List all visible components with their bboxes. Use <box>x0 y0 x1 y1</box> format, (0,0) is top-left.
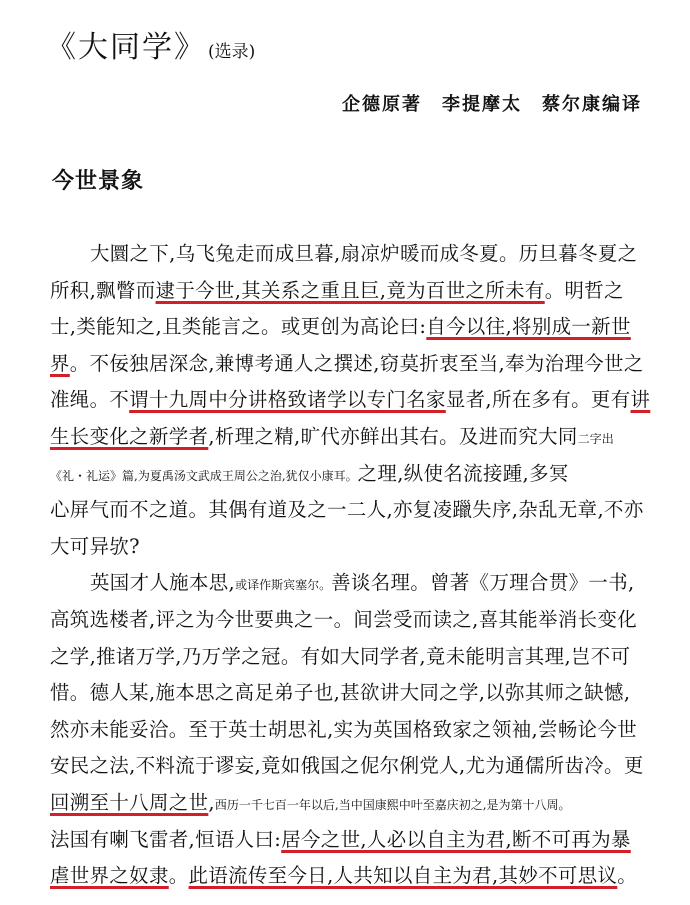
text-run: 大可异欤? <box>50 534 140 558</box>
text-line <box>50 348 644 376</box>
inline-annotation: 或译作斯宾塞尔。 <box>235 578 332 593</box>
text-line <box>50 275 624 303</box>
text-run: 。不佞独居深念,兼博考通人之撰述,窃莫折衷至当,奉为治理今世之 <box>69 351 644 375</box>
text-run: 大圜之下,乌飞兔走而成旦暮,扇凉炉暖而成冬夏。历旦暮冬夏之 <box>90 242 638 265</box>
text-run: 惜。德人某,施本思之高足弟子也,甚欲讲大同之学,以弥其师之缺憾, <box>50 681 631 705</box>
text-line <box>50 421 614 449</box>
underlined-passage: 讲 <box>630 388 651 412</box>
text-line <box>90 567 635 595</box>
text-run: 善谈名理。曾著《万理合贯》一书, <box>331 571 635 595</box>
inline-annotation: 《礼・礼运》篇,为夏禹汤文武成王周公之治,犹仅小康耳。 <box>50 468 358 483</box>
underlined-passage: 界 <box>50 351 70 375</box>
text-line <box>50 604 637 632</box>
text-line <box>50 824 631 852</box>
text-run: 。明哲之 <box>544 278 624 302</box>
underlined-passage: 逮于今世,其关系之重且巨,竟为百世之所未有 <box>155 278 545 302</box>
text-line <box>50 677 630 705</box>
text-line <box>50 787 571 815</box>
text-run: 然亦未能妥洽。至于英士胡思礼,实为英国格致家之领袖,尝畅论今世 <box>50 717 638 741</box>
underlined-passage: 虐世界之奴隶 <box>50 864 169 888</box>
underlined-passage: 回溯至十八周之世 <box>50 791 209 814</box>
text-run: 心屏气而不之道。其偶有道及之一二人,亦复凌躐失序,杂乱无章,不亦 <box>50 498 644 522</box>
text-line <box>90 238 637 266</box>
underlined-passage: 谓十九周中分讲格致诸学以专门名家 <box>129 388 446 412</box>
title-annotation: (选录) <box>208 42 256 62</box>
text-run: 准绳。不 <box>50 388 130 412</box>
text-line <box>50 860 637 888</box>
title-text: 《大同学》 <box>46 30 206 65</box>
text-line <box>50 458 569 486</box>
text-run: 之理,纵使名流接踵,多冥 <box>357 461 569 485</box>
text-run: 英国才人施本思, <box>90 571 236 595</box>
text-run: 之学,推诸万学,乃万学之冠。有如大同学者,竟未能明言其理,岂不可 <box>50 644 631 668</box>
text-run: 安民之法,不料流于谬妄,竟如俄国之伲尔俐党人,尤为通儒所齿冷。更 <box>50 754 644 778</box>
section-heading: 今世景象 <box>52 168 145 194</box>
underlined-passage: 居今之世,人必以自主为君,断不可再为暴 <box>281 827 631 851</box>
text-line <box>50 311 631 339</box>
underlined-passage: 生长变化之新学者 <box>50 425 209 448</box>
inline-annotation: 二字出 <box>577 432 614 446</box>
text-line <box>50 641 630 669</box>
text-line <box>50 750 644 778</box>
text-run: 。 <box>617 864 638 888</box>
text-line <box>50 384 650 412</box>
inline-annotation: 西历一千七百一年以后,当中国康熙中叶至嘉庆初之,是为第十八周。 <box>214 798 571 812</box>
text-run: 法国有喇飞雷者,恒语人曰: <box>50 827 282 851</box>
text-run: 。 <box>168 864 189 888</box>
text-line <box>50 531 140 559</box>
text-line <box>50 714 637 742</box>
text-run: 所积,飘瞥而 <box>50 278 156 302</box>
underlined-passage: 自今以往,将别成一新世 <box>426 315 631 339</box>
text-run: 高筑选楼者,评之为今世要典之一。间尝受而读之,喜其能举消长变化 <box>50 608 638 631</box>
text-run: 士,类能知之,且类能言之。或更创为高论曰: <box>50 315 427 339</box>
chapter-title <box>46 22 255 66</box>
text-run: , <box>208 791 215 814</box>
text-line <box>50 494 644 522</box>
text-run: ,析理之精,旷代亦鲜出其右。及进而究大同 <box>208 425 578 448</box>
underlined-passage: 此语流传至今日,人共知以自主为君,其妙不可思议 <box>188 864 618 888</box>
author-credits: 企德原著 李提摩太 蔡尔康编译 <box>342 94 642 115</box>
text-run: 显者,所在多有。更有 <box>445 388 631 412</box>
